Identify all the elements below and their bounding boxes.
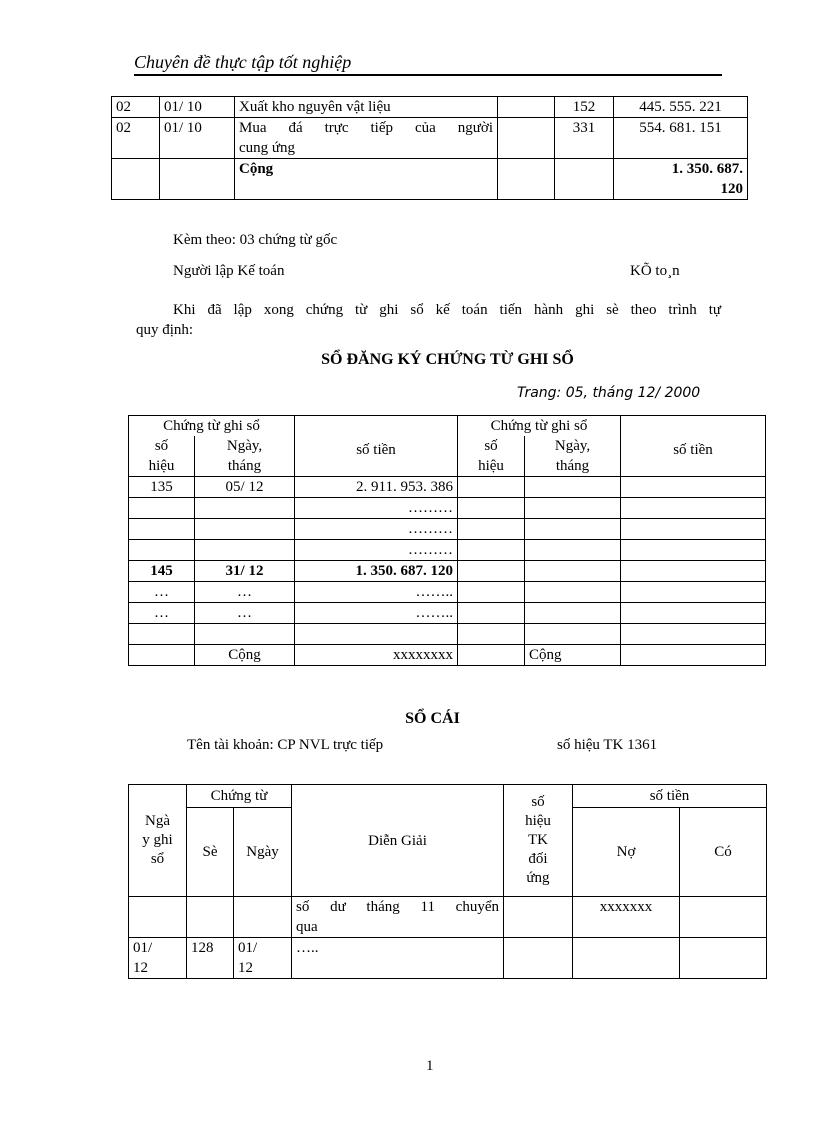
cell-tien: 1. 350. 687. 120 — [295, 561, 458, 582]
cell-empty — [525, 561, 621, 582]
cell-empty — [234, 897, 292, 938]
header-so-hieu-left: số hiệu — [129, 436, 195, 477]
header-no: Nợ — [573, 808, 680, 897]
cell-empty — [504, 938, 573, 979]
cell-empty — [458, 582, 525, 603]
signer-left: Người lập Kế toán — [173, 263, 285, 279]
cell-dien-giai: Mua đá trực tiếp của người cung ứng — [235, 118, 498, 159]
cell-total-label: Cộng — [235, 159, 498, 200]
cell-ngay — [195, 540, 295, 561]
register-header-row — [129, 416, 766, 437]
cell-empty — [621, 645, 766, 666]
ledger-account-name: Tên tài khoản: CP NVL trực tiếp — [187, 737, 384, 753]
cell-empty — [504, 897, 573, 938]
cell-so — [129, 624, 195, 645]
cell-dien-giai: Xuất kho nguyên vật liệu — [235, 97, 498, 118]
header-so-tien-left: số tiền — [295, 416, 458, 477]
cell-ngay: … — [195, 603, 295, 624]
header-co: Có — [680, 808, 767, 897]
table-row — [129, 582, 766, 603]
cell-ngay: 05/ 12 — [195, 477, 295, 498]
register-page-info: Trang: 05, tháng 12/ 2000 — [517, 385, 701, 401]
cell-tien: …….. — [295, 582, 458, 603]
table-row — [129, 938, 767, 979]
cell-empty — [458, 624, 525, 645]
table-row — [129, 498, 766, 519]
page-header — [134, 52, 722, 76]
cell-no: xxxxxxx — [573, 897, 680, 938]
cell-empty — [525, 540, 621, 561]
cell-so: 02 — [112, 118, 160, 159]
cell-empty — [458, 519, 525, 540]
cell-tien: …….. — [295, 603, 458, 624]
signer-right: KÕ to¸n — [630, 263, 680, 279]
cell-ngay: 01/ 10 — [160, 118, 235, 159]
table-row — [129, 561, 766, 582]
cell-empty — [680, 938, 767, 979]
cell-empty — [458, 498, 525, 519]
cell-so — [129, 519, 195, 540]
cell-total-label-right: Cộng — [525, 645, 621, 666]
table-row-total — [129, 645, 766, 666]
cell-ngay: 01/ 10 — [160, 97, 235, 118]
cell-empty — [621, 477, 766, 498]
header-title: Chuyên đề thực tập tốt nghiệp — [134, 52, 352, 72]
header-chung-tu-right: Chứng từ ghi sổ — [458, 416, 621, 437]
cell-tk: 152 — [555, 97, 614, 118]
table-row — [112, 97, 748, 118]
table-row — [129, 477, 766, 498]
cell-so — [129, 498, 195, 519]
cell-so: … — [129, 582, 195, 603]
cell-ngay — [195, 498, 295, 519]
ledger-account-code: số hiệu TK 1361 — [557, 737, 658, 753]
cell-empty — [621, 498, 766, 519]
cell-empty — [621, 519, 766, 540]
cell-so: … — [129, 603, 195, 624]
ledger-title: SỔ CÁI — [405, 710, 460, 727]
voucher-table — [111, 96, 748, 200]
table-row — [129, 519, 766, 540]
table-row — [129, 603, 766, 624]
cell-empty — [525, 498, 621, 519]
paragraph-line-1: Khi đã lập xong chứng từ ghi sổ kế toán tiến hành ghi sè theo trình tự — [173, 302, 721, 318]
page-number: 1 — [426, 1058, 434, 1074]
cell-ngay: … — [195, 582, 295, 603]
cell-tk: 331 — [555, 118, 614, 159]
cell-empty — [458, 645, 525, 666]
header-dien-giai: Diễn Giải — [292, 785, 504, 897]
cell-ngay-ghi-so: 01/ 12 — [129, 938, 187, 979]
cell-so: 02 — [112, 97, 160, 118]
cell-total-label: Cộng — [195, 645, 295, 666]
cell-tien — [295, 624, 458, 645]
cell-empty — [498, 118, 555, 159]
cell-so: 135 — [129, 477, 195, 498]
table-row — [129, 624, 766, 645]
paragraph-line-2: quy định: — [136, 322, 194, 338]
cell-empty — [525, 582, 621, 603]
cell-empty — [160, 159, 235, 200]
header-so-hieu-tk: số hiệu TK đối ứng — [504, 785, 573, 897]
header-chung-tu: Chứng từ — [187, 785, 292, 808]
cell-ngay: 31/ 12 — [195, 561, 295, 582]
cell-amount: 445. 555. 221 — [614, 97, 748, 118]
ledger-table — [128, 784, 767, 979]
cell-dien-giai: ….. — [292, 938, 504, 979]
cell-empty — [573, 938, 680, 979]
ledger-header-row — [129, 785, 767, 808]
cell-empty — [621, 540, 766, 561]
cell-empty — [458, 540, 525, 561]
cell-total-amount: 1. 350. 687. 120 — [614, 159, 748, 200]
cell-tien: ……… — [295, 540, 458, 561]
header-ngay-right: Ngày, tháng — [525, 436, 621, 477]
cell-empty — [458, 603, 525, 624]
cell-ngay — [195, 624, 295, 645]
header-so-tien-right: số tiền — [621, 416, 766, 477]
cell-empty — [525, 477, 621, 498]
cell-total-value: xxxxxxxx — [295, 645, 458, 666]
cell-empty — [621, 624, 766, 645]
cell-empty — [187, 897, 234, 938]
cell-empty — [458, 477, 525, 498]
register-table — [128, 415, 766, 666]
cell-empty — [680, 897, 767, 938]
header-ngay: Ngày — [234, 808, 292, 897]
cell-amount: 554. 681. 151 — [614, 118, 748, 159]
cell-empty — [525, 519, 621, 540]
cell-se: 128 — [187, 938, 234, 979]
register-title: SỔ ĐĂNG KÝ CHỨNG TỪ GHI SỔ — [321, 351, 574, 368]
cell-empty — [621, 582, 766, 603]
table-row — [112, 118, 748, 159]
cell-empty — [498, 97, 555, 118]
cell-tien: ……… — [295, 519, 458, 540]
cell-empty — [525, 624, 621, 645]
header-se: Sè — [187, 808, 234, 897]
table-row — [129, 540, 766, 561]
header-so-tien: số tiền — [573, 785, 767, 808]
cell-empty — [621, 603, 766, 624]
header-ngay-left: Ngày, tháng — [195, 436, 295, 477]
table-row-total — [112, 159, 748, 200]
cell-empty — [555, 159, 614, 200]
cell-ngay: 01/ 12 — [234, 938, 292, 979]
cell-so: 145 — [129, 561, 195, 582]
cell-so — [129, 540, 195, 561]
attachments-text: Kèm theo: 03 chứng từ gốc — [173, 232, 338, 248]
cell-dien-giai: số dư tháng 11 chuyển qua — [292, 897, 504, 938]
header-so-hieu-right: số hiệu — [458, 436, 525, 477]
cell-ngay — [195, 519, 295, 540]
cell-tien: 2. 911. 953. 386 — [295, 477, 458, 498]
cell-empty — [129, 897, 187, 938]
cell-empty — [498, 159, 555, 200]
cell-tien: ……… — [295, 498, 458, 519]
cell-empty — [525, 603, 621, 624]
header-ngay-ghi-so: Ngà y ghi sổ — [129, 785, 187, 897]
cell-empty — [458, 561, 525, 582]
table-row — [129, 897, 767, 938]
cell-empty — [129, 645, 195, 666]
cell-empty — [621, 561, 766, 582]
header-chung-tu-left: Chứng từ ghi sổ — [129, 416, 295, 437]
cell-empty — [112, 159, 160, 200]
